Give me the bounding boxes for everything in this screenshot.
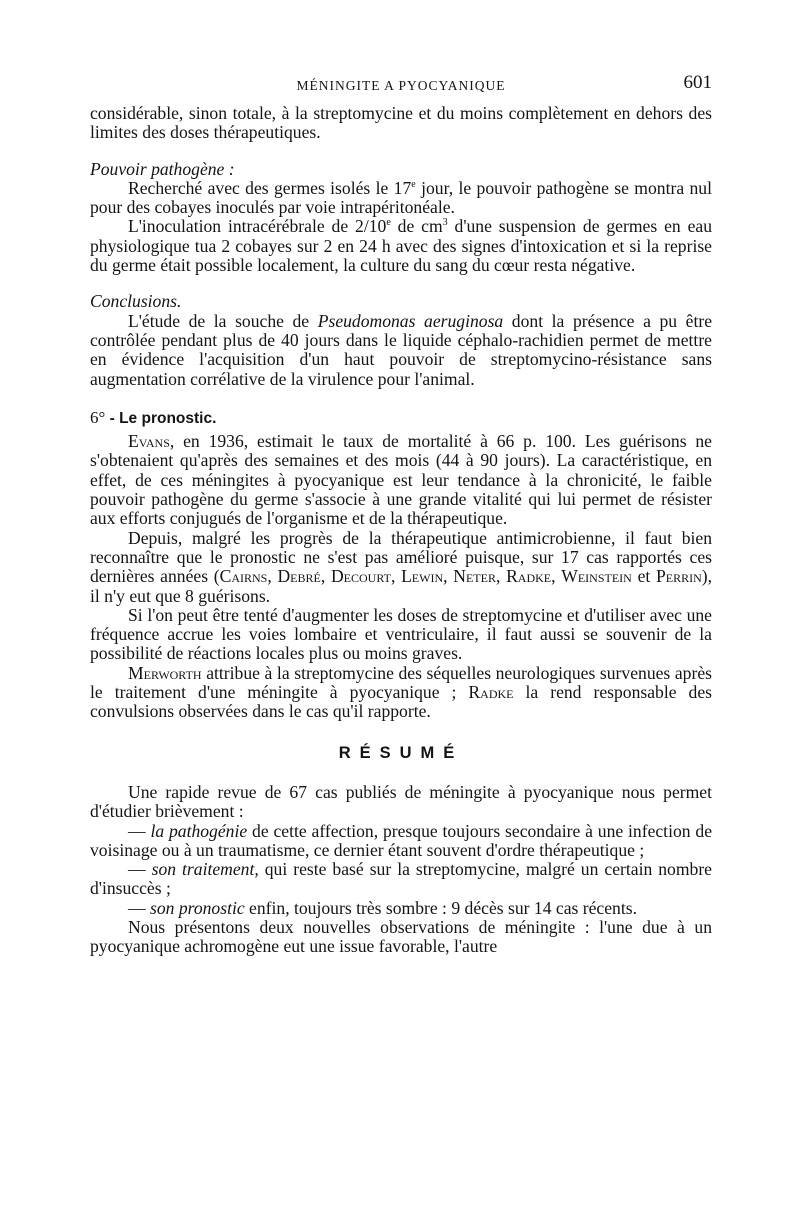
page-number: 601 [683,72,712,93]
resume-heading: RÉSUMÉ [338,743,464,762]
paragraph-depuis: Depuis, malgré les progrès de la thérapeutique antimicrobienne, il faut bien reconnaître que le pronostic ne s'est pas amélioré puisque, sur 17 cas rapportés ces dernières années (Cairns, Debré, Decourt, Lewin, Neter, Radke, Weinstein et Perrin), il n'y eut que 8 guérisons. [90,527,713,606]
resume-item-pathogenie: — la pathogénie de cette affection, presque toujours secondaire à une infection de voisinage ou à un traumatisme, ce dernier étant souvent d'ordre thérapeutique ; [90,820,713,860]
resume-intro: Une rapide revue de 67 cas publiés de méningite à pyocyanique nous permet d'étudier brièvement : [90,781,712,822]
author-name: Evans [128,431,170,452]
paragraph-pouvoir: Recherché avec des germes isolés le 17e jour, le pouvoir pathogène se montra nul pour des cobayes inoculés par voie intrapéritonéale. [90,177,712,218]
paragraph-streptomycine-doses: Si l'on peut être tenté d'augmenter les doses de streptomycine et d'utiliser avec une fréquence accrue les voies lombaire et ventriculaire, il faut aussi se souvenir de la possibilité de réactions locales plus ou moins graves. [90,604,712,664]
resume-observations: Nous présentons deux nouvelles observations de méningite : l'une due à un pyocyanique achromogène eut une issue favorable, l'autre [90,916,712,957]
running-title: MÉNINGITE A PYOCYANIQUE [296,78,506,93]
running-head [90,70,712,104]
subhead-pouvoir-pathogene: Pouvoir pathogène : [90,158,235,179]
resume-item-pronostic: — son pronostic enfin, toujours très sombre : 9 décès sur 14 cas récents. [128,897,637,918]
resume-item-traitement: — son traitement, qui reste basé sur la streptomycine, malgré un certain nombre d'insuccès ; [90,859,712,899]
paragraph-inoculation: L'inoculation intracérébrale de 2/10e de $cm^3$ d'une suspension de germes en eau physiologique tua 2 cobayes sur 2 en 24 h avec des signes d'intoxication et si la reprise du germe était possible localement, la culture du sang du cœur resta négative. [90,216,712,276]
paragraph-conclusions: L'étude de la souche de Pseudomonas aeruginosa dont la présence a pu être contrôlée pendant plus de 40 jours dans le liquide céphalo-rachidien permet de mettre en évidence l'acquisition d'un haut pouvoir de streptomycino-résistance sans augmentation corrélative de la virulence pour l'animal. [90,310,713,389]
section-heading-pronostic: 6° - Le pronostic. [90,407,217,427]
paragraph-continuation: considérable, sinon totale, à la streptomycine et du moins complètement en dehors des limites des doses thérapeutiques. [90,103,712,143]
paragraph-evans: Evans, en 1936, estimait le taux de mortalité à 66 p. 100. Les guérisons ne s'obtenaient qu'après des semaines et des mois (44 à 90 jours). La caractéristique, en effet, de ces méningites à pyocyanique est leur tendance à la chronicité, le faible pouvoir pathogène du germe s'associe à une grande vitalité qui lui permet de résister aux efforts conjugués de l'organisme et de la thérapeutique. [90,431,712,529]
subhead-conclusions: Conclusions. [90,291,182,312]
paragraph-merworth: Merworth attribue à la streptomycine des séquelles neurologiques survenues après le traitement d'une méningite à pyocyanique ; Radke la rend responsable des convulsions observées dans le cas qu'il rapporte. [90,662,713,722]
